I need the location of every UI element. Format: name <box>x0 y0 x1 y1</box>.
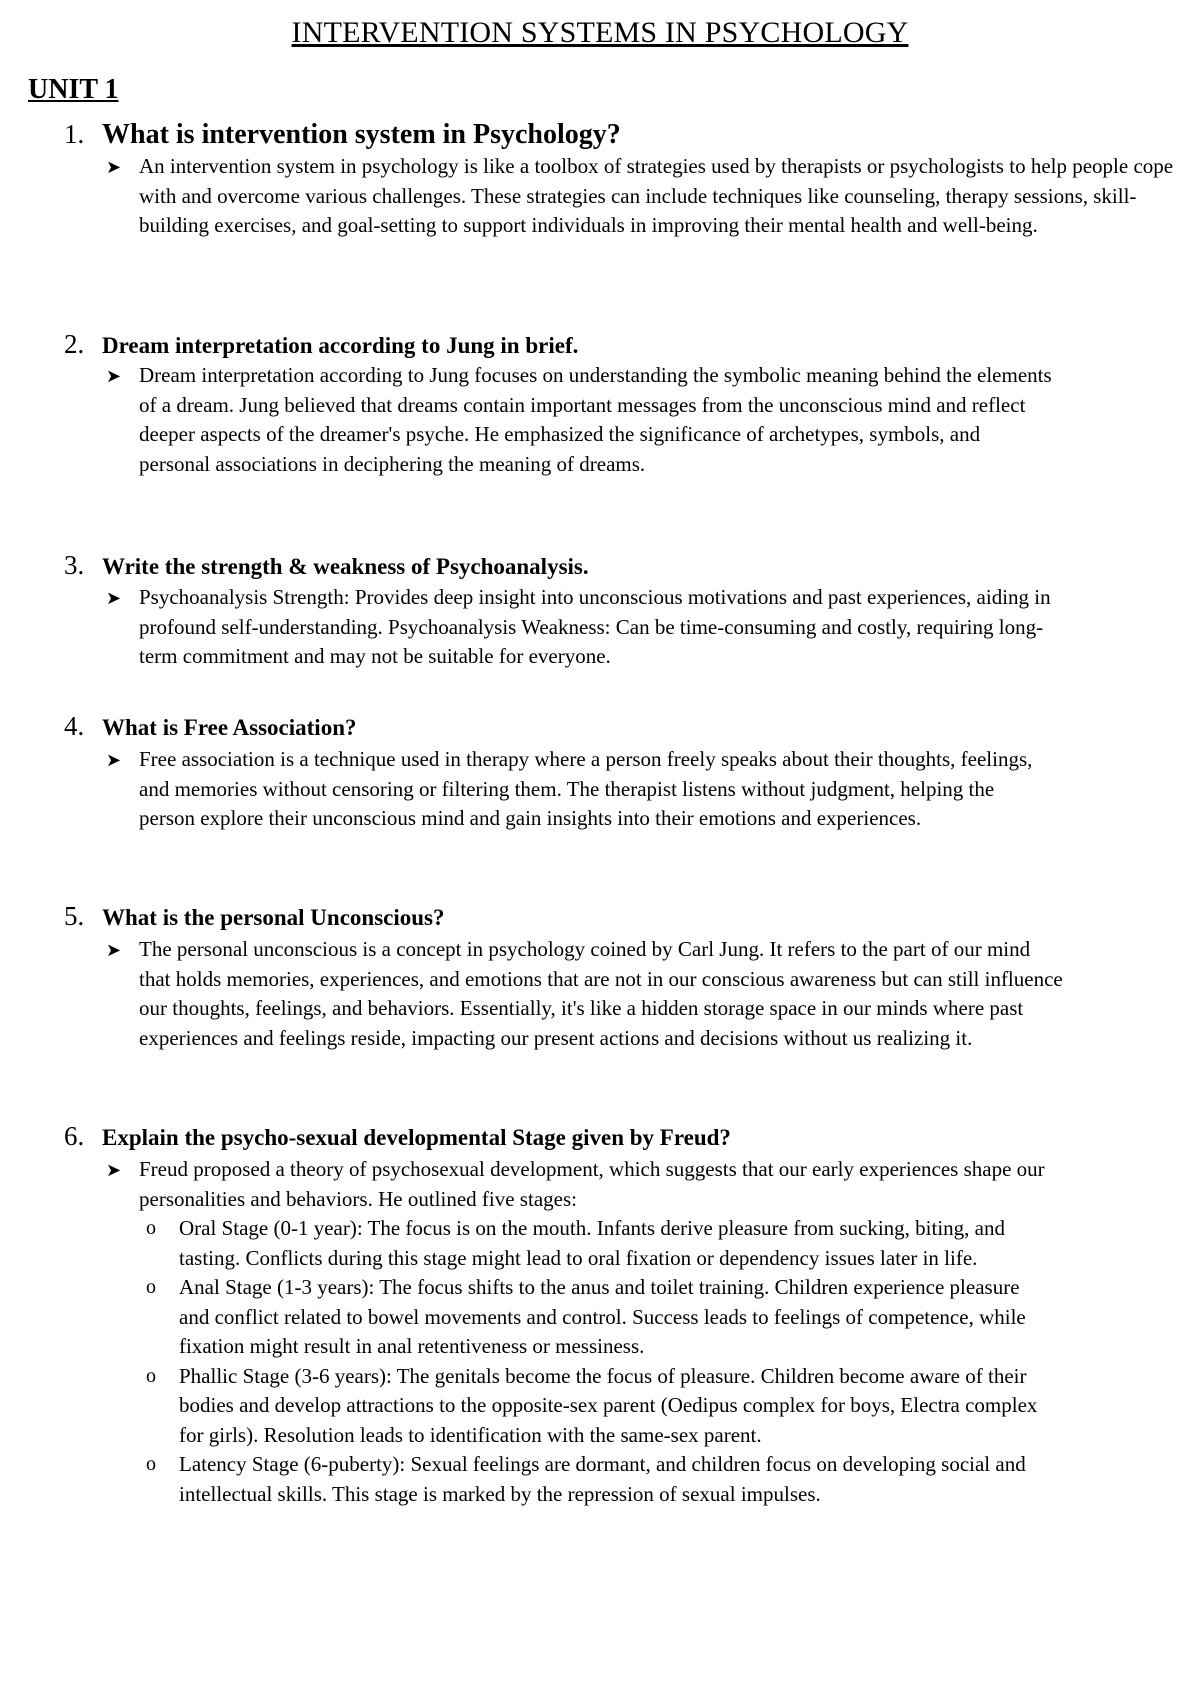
stage-text: Phallic Stage (3-6 years): The genitals become the focus of pleasure. Children become aware of their bodies and develop attractions to the opposite-sex parent (Oedipus complex for boys, Electra complex for girls). Resolution leads to identification with the same-sex parent. <box>179 1363 1038 1447</box>
circle-bullet-icon: o <box>146 1364 156 1387</box>
answer-text: An intervention system in psychology is like a toolbox of strategies used by therapists or psychologists to help people cope with and overcome various challenges. These strategies can include techniques like counseling, therapy sessions, skill-building exercises, and goal-setting to support individuals in improving their mental health and well-being. <box>139 154 1174 237</box>
question-number: 3. <box>64 550 85 580</box>
answer-text: Free association is a technique used in therapy where a person freely speaks about their thoughts, feelings, and memories without censoring or filtering them. The therapist listens without judgment, helping the person explore their unconscious mind and gain insights into their emotions and experiences. <box>139 747 1033 830</box>
answer-item <box>106 745 1051 834</box>
question-text: Explain the psycho-sexual developmental Stage given by Freud? <box>102 1125 731 1150</box>
circle-bullet-icon: o <box>146 1217 156 1239</box>
circle-bullet-icon: o <box>146 1276 156 1298</box>
answer-text: The personal unconscious is a concept in psychology coined by Carl Jung. It refers to the part of our mind that holds memories, experiences, and emotions that are not in our conscious awareness but can still influence our thoughts, feelings, and behaviors. Essentially, it's like a hidden storage space in our minds where past experiences and feelings reside, impacting our present actions and decisions without us realizing it. <box>139 937 1063 1050</box>
question-heading <box>64 549 589 583</box>
answer-item <box>106 583 1068 672</box>
document-title: INTERVENTION SYSTEMS IN PSYCHOLOGY <box>291 16 909 49</box>
stage-text: Anal Stage (1-3 years): The focus shifts to the anus and toilet training. Children experience pleasure and conflict related to bowel movements and control. Success leads to feelings of competence, while fixation might result in anal retentiveness or messiness. <box>179 1275 1026 1358</box>
stage-item <box>146 1362 1046 1451</box>
answer-item <box>106 152 1178 241</box>
question-text: What is Free Association? <box>102 715 357 740</box>
question-heading <box>64 328 578 362</box>
arrow-bullet-icon: ➤ <box>106 157 122 177</box>
answer-list <box>106 1155 1071 1509</box>
question-heading <box>64 900 444 934</box>
stage-list-wrapper <box>106 1214 1071 1509</box>
answer-list <box>106 361 1056 479</box>
question-number: 6. <box>64 1121 85 1151</box>
stage-item <box>146 1450 1046 1509</box>
stage-item <box>146 1214 1046 1273</box>
arrow-bullet-icon: ➤ <box>106 750 122 770</box>
answer-item <box>106 1155 1071 1214</box>
question-number: 1. <box>64 119 85 149</box>
unit-heading: UNIT 1 <box>28 74 119 105</box>
answer-item <box>106 361 1056 479</box>
circle-bullet-icon: o <box>146 1453 156 1475</box>
question-heading <box>64 118 621 151</box>
question-text: Dream interpretation according to Jung in brief. <box>102 333 579 358</box>
stage-list <box>146 1214 1046 1509</box>
arrow-bullet-icon: ➤ <box>106 1160 122 1180</box>
question-text: What is the personal Unconscious? <box>102 905 445 930</box>
answer-list <box>106 935 1066 1053</box>
question-heading <box>64 1120 731 1154</box>
question-text: What is intervention system in Psychology? <box>102 119 621 150</box>
question-number: 4. <box>64 711 85 741</box>
answer-list <box>106 583 1068 672</box>
question-heading <box>64 710 356 744</box>
question-text: Write the strength & weakness of Psychoanalysis. <box>102 554 589 579</box>
stage-text: Latency Stage (6-puberty): Sexual feelings are dormant, and children focus on developing social and intellectual skills. This stage is marked by the repression of sexual impulses. <box>179 1452 1026 1506</box>
stage-text: Oral Stage (0-1 year): The focus is on the mouth. Infants derive pleasure from sucking, biting, and tasting. Conflicts during this stage might lead to oral fixation or dependency issues later in life. <box>179 1216 1005 1270</box>
question-number: 2. <box>64 329 85 359</box>
question-number: 5. <box>64 901 85 931</box>
arrow-bullet-icon: ➤ <box>106 366 122 386</box>
answer-text: Psychoanalysis Strength: Provides deep insight into unconscious motivations and past experiences, aiding in profound self-understanding. Psychoanalysis Weakness: Can be time-consuming and costly, requiring long-term commitment and may not be suitable for everyone. <box>139 585 1051 668</box>
arrow-bullet-icon: ➤ <box>106 588 122 608</box>
answer-list <box>106 152 1178 241</box>
arrow-bullet-icon: ➤ <box>106 940 122 960</box>
stage-item <box>146 1273 1046 1362</box>
answer-text: Dream interpretation according to Jung focuses on understanding the symbolic meaning behind the elements of a dream. Jung believed that dreams contain important messages from the unconscious mind and reflect deeper aspects of the dreamer's psyche. He emphasized the significance of archetypes, symbols, and personal associations in deciphering the meaning of dreams. <box>139 363 1052 476</box>
answer-item <box>106 935 1066 1053</box>
answer-text: Freud proposed a theory of psychosexual development, which suggests that our early experiences shape our personalities and behaviors. He outlined five stages: <box>139 1157 1045 1211</box>
answer-list <box>106 745 1051 834</box>
